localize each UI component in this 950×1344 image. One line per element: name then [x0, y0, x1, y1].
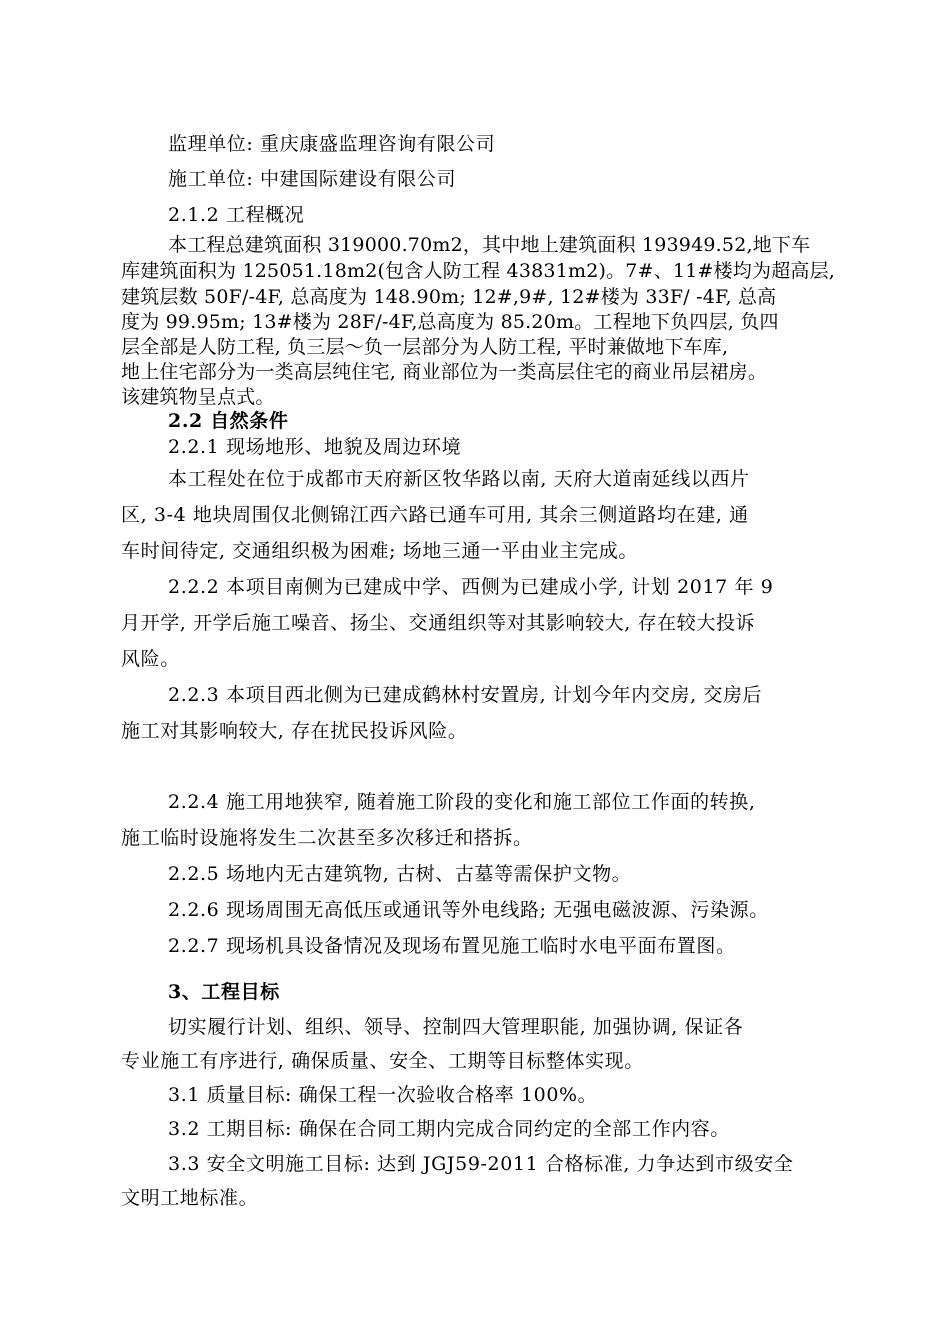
goals-paragraph-line-2: 专业施工有序进行, 确保质量、安全、工期等目标整体实现。: [121, 1050, 644, 1072]
item-2-2-3-line-1: 2.2.3 本项目西北侧为已建成鹤林村安置房, 计划今年内交房, 交房后: [168, 684, 763, 706]
supervision-unit-line: 监理单位: 重庆康盛监理咨询有限公司: [168, 133, 496, 155]
overview-paragraph-line-6: 地上住宅部分为一类高层纯住宅, 商业部位为一类高层住宅的商业吊层裙房。: [121, 361, 768, 383]
item-2-2-4-line-2: 施工临时设施将发生二次甚至多次移迁和搭拆。: [121, 827, 533, 849]
goals-paragraph-line-1: 切实履行计划、组织、领导、控制四大管理职能, 加强协调, 保证各: [168, 1016, 744, 1038]
overview-paragraph-line-3: 建筑层数 50F/-4F, 总高度为 148.90m; 12#,9#, 12#楼为 33F/ -4F, 总高: [121, 286, 777, 308]
construction-unit-line: 施工单位: 中建国际建设有限公司: [168, 168, 457, 190]
item-2-2-7: 2.2.7 现场机具设备情况及现场布置见施工临时水电平面布置图。: [168, 935, 736, 957]
item-2-2-4-line-1: 2.2.4 施工用地狭窄, 随着施工阶段的变化和施工部位工作面的转换,: [168, 791, 756, 813]
item-2-2-2-line-2: 月开学, 开学后施工噪音、扬尘、交通组织等对其影响较大, 存在较大投诉: [121, 612, 756, 634]
terrain-paragraph-line-2: 区, 3-4 地块周围仅北侧锦江西六路已通车可用, 其余三侧道路均在建, 通: [121, 504, 749, 526]
item-2-2-5: 2.2.5 场地内无古建筑物, 古树、古墓等需保护文物。: [168, 863, 632, 885]
overview-paragraph-line-1: 本工程总建筑面积 319000.70m2，其中地上建筑面积 193949.52,地下车: [168, 234, 811, 256]
safety-goal-line-2: 文明工地标准。: [121, 1187, 259, 1209]
section-heading-2-2-1: 2.2.1 现场地形、地貌及周边环境: [168, 436, 462, 458]
overview-paragraph-line-2: 库建筑面积为 125051.18m2(包含人防工程 43831m2)。7#、11#楼均为超高层,: [121, 260, 836, 282]
quality-goal: 3.1 质量目标: 确保工程一次验收合格率 100%。: [168, 1084, 598, 1106]
item-2-2-3-line-2: 施工对其影响较大, 存在扰民投诉风险。: [121, 720, 468, 742]
overview-paragraph-line-4: 度为 99.95m; 13#楼为 28F/-4F,总高度为 85.20m。工程地下负四层, 负四: [121, 311, 779, 333]
schedule-goal: 3.2 工期目标: 确保在合同工期内完成合同约定的全部工作内容。: [168, 1118, 730, 1140]
section-heading-3: 3、工程目标: [168, 981, 280, 1003]
overview-paragraph-line-5: 层全部是人防工程, 负三层～负一层部分为人防工程, 平时兼做地下车库,: [121, 336, 729, 358]
item-2-2-6: 2.2.6 现场周围无高低压或通讯等外电线路; 无强电磁波源、污染源。: [168, 899, 769, 921]
terrain-paragraph-line-3: 车时间待定, 交通组织极为困难; 场地三通一平由业主完成。: [121, 540, 638, 562]
section-heading-2-2: 2.2 自然条件: [168, 410, 289, 432]
safety-goal-line-1: 3.3 安全文明施工目标: 达到 JGJ59-2011 合格标准, 力争达到市级安全: [168, 1153, 794, 1175]
item-2-2-2-line-3: 风险。: [121, 648, 180, 670]
overview-paragraph-line-7: 该建筑物呈点式。: [121, 386, 275, 408]
item-2-2-2-line-1: 2.2.2 本项目南侧为已建成中学、西侧为已建成小学, 计划 2017 年 9: [168, 576, 774, 598]
section-heading-2-1-2: 2.1.2 工程概况: [168, 204, 305, 226]
terrain-paragraph-line-1: 本工程处在位于成都市天府新区牧华路以南, 天府大道南延线以西片: [168, 468, 750, 490]
